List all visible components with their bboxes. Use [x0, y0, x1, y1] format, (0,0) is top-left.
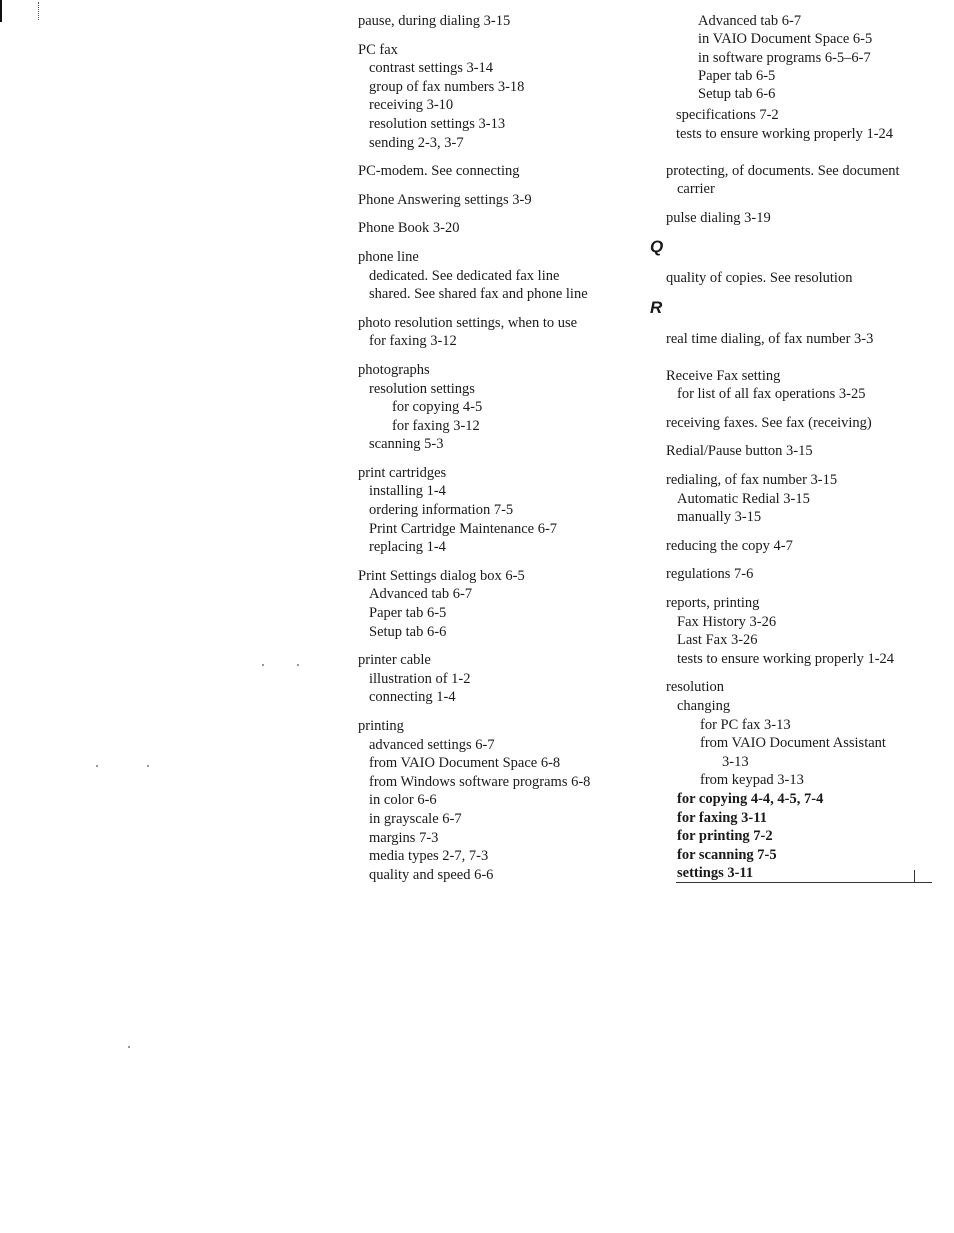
index-subentry: scanning 5-3	[369, 436, 444, 453]
index-subentry: changing	[677, 697, 731, 714]
index-subentry: sending 2-3, 3-7	[369, 134, 464, 151]
scan-artifact	[38, 2, 42, 20]
index-heading: resolution	[666, 679, 724, 696]
bottom-rule-tick	[914, 870, 915, 882]
index-subentry: Last Fax 3-26	[677, 632, 758, 649]
index-subentry: manually 3-15	[677, 509, 762, 526]
index-subentry: tests to ensure working properly 1-24	[676, 126, 894, 143]
index-entry	[358, 651, 648, 707]
continued-print-settings-lines	[666, 12, 946, 103]
index-heading: receiving faxes. See fax (receiving)	[666, 414, 872, 431]
index-subentry: replacing 1-4	[369, 539, 446, 556]
index-heading: pulse dialing 3-19	[666, 209, 771, 226]
index-entry	[358, 567, 648, 641]
index-heading: print cartridges	[358, 464, 447, 481]
bottom-rule	[676, 882, 932, 883]
index-entry	[358, 41, 648, 153]
index-subentry: in color 6-6	[369, 792, 437, 809]
index-heading: redialing, of fax number 3-15	[666, 472, 838, 489]
index-heading: protecting, of documents. See document	[666, 162, 900, 179]
scan-speck	[128, 1046, 130, 1048]
index-heading: PC fax	[358, 41, 398, 58]
index-heading: Phone Book 3-20	[358, 220, 460, 237]
index-subentry: illustration of 1-2	[369, 670, 471, 687]
index-entry	[666, 414, 946, 433]
index-entry	[358, 12, 648, 31]
index-heading: Redial/Pause button 3-15	[666, 443, 813, 460]
scan-speck	[96, 765, 98, 767]
index-entry	[358, 464, 648, 557]
index-heading: phone line	[358, 248, 419, 265]
index-entry	[666, 106, 946, 143]
index-heading: photographs	[358, 361, 430, 378]
index-heading: Receive Fax setting	[666, 367, 781, 384]
index-entry-resolution	[666, 678, 946, 883]
index-subentry: for faxing 3-12	[369, 333, 457, 350]
scan-speck	[147, 765, 149, 767]
index-entry	[358, 717, 648, 884]
index-column-left	[358, 12, 648, 894]
index-subsub: in software programs 6-5–6-7	[698, 49, 871, 66]
margin-mark	[0, 0, 2, 22]
index-entry	[358, 248, 648, 304]
index-subentry: ordering information 7-5	[369, 502, 514, 519]
index-subentry: media types 2-7, 7-3	[369, 848, 489, 865]
index-subsub: for faxing 3-12	[392, 417, 480, 434]
index-heading: photo resolution settings, when to use	[358, 314, 578, 331]
index-subentry: contrast settings 3-14	[369, 60, 494, 77]
index-heading-continuation: carrier	[677, 181, 715, 198]
index-subentry: Setup tab 6-6	[369, 623, 447, 640]
scan-speck	[297, 664, 299, 666]
index-entry	[358, 162, 648, 181]
index-subentry: dedicated. See dedicated fax line	[369, 267, 560, 284]
index-subentry: Advanced tab 6-7	[369, 586, 473, 603]
index-subentry: for printing 7-2	[677, 828, 773, 845]
index-subsub: for copying 4-5	[392, 399, 483, 416]
index-subentry: Print Cartridge Maintenance 6-7	[369, 520, 558, 537]
index-subentry: resolution settings	[369, 380, 475, 397]
index-entry	[666, 367, 946, 404]
index-subentry: for scanning 7-5	[677, 846, 777, 863]
index-subentry: from Windows software programs 6-8	[369, 773, 591, 790]
index-heading: reports, printing	[666, 594, 760, 611]
index-entry	[358, 219, 648, 238]
index-subsub: Advanced tab 6-7	[698, 13, 802, 29]
index-subentry: tests to ensure working properly 1-24	[677, 650, 895, 667]
index-entry	[666, 537, 946, 556]
index-entry	[666, 442, 946, 461]
index-subsub: Paper tab 6-5	[698, 67, 776, 84]
index-subentry: for copying 4-4, 4-5, 7-4	[677, 790, 824, 807]
index-subentry: quality and speed 6-6	[369, 866, 494, 883]
index-subentry: installing 1-4	[369, 483, 446, 500]
index-heading: PC-modem. See connecting	[358, 163, 520, 180]
index-subentry: margins 7-3	[369, 829, 439, 846]
index-subentry: advanced settings 6-7	[369, 736, 495, 753]
index-subsub: for PC fax 3-13	[700, 716, 791, 733]
index-entry	[666, 330, 946, 349]
index-heading: Phone Answering settings 3-9	[358, 191, 532, 208]
index-entry	[666, 269, 946, 288]
index-entry	[666, 471, 946, 527]
scan-speck	[262, 664, 264, 666]
index-subsub: Setup tab 6-6	[698, 86, 776, 103]
index-subsub: in VAIO Document Space 6-5	[698, 31, 873, 48]
index-entry	[666, 594, 946, 668]
index-subentry: settings 3-11	[677, 865, 754, 882]
index-heading: pause, during dialing 3-15	[358, 13, 511, 29]
index-subentry: for list of all fax operations 3-25	[677, 386, 866, 403]
index-heading: quality of copies. See resolution	[666, 270, 853, 287]
section-letter-q: Q	[650, 237, 664, 257]
index-subentry: specifications 7-2	[676, 107, 779, 124]
index-subentry: Paper tab 6-5	[369, 605, 447, 622]
index-heading: regulations 7-6	[666, 566, 754, 583]
index-heading: Print Settings dialog box 6-5	[358, 567, 525, 584]
section-letter-r: R	[650, 298, 663, 318]
index-subentry: for faxing 3-11	[677, 809, 767, 826]
index-subentry: Fax History 3-26	[677, 613, 777, 630]
index-entry	[358, 191, 648, 210]
index-subentry: group of fax numbers 3-18	[369, 78, 525, 95]
index-subsub: from keypad 3-13	[700, 772, 804, 789]
index-entry	[666, 565, 946, 584]
index-column-right	[650, 12, 946, 893]
index-entry	[666, 209, 946, 228]
index-heading: reducing the copy 4-7	[666, 537, 793, 554]
index-subentry: Automatic Redial 3-15	[677, 490, 810, 507]
index-subentry: shared. See shared fax and phone line	[369, 286, 588, 303]
index-entry	[358, 314, 648, 351]
index-subsub: from VAIO Document Assistant	[700, 735, 886, 752]
index-subentry: connecting 1-4	[369, 689, 456, 706]
index-subsub-continuation: 3-13	[722, 753, 749, 770]
index-subentry: receiving 3-10	[369, 97, 454, 114]
index-entry	[358, 361, 648, 454]
index-heading: printing	[358, 718, 404, 734]
index-subentry: from VAIO Document Space 6-8	[369, 755, 561, 772]
index-entry	[666, 162, 946, 199]
index-subentry: resolution settings 3-13	[369, 115, 506, 132]
index-subentry: in grayscale 6-7	[369, 810, 462, 827]
index-heading: printer cable	[358, 652, 431, 669]
r-entries	[666, 330, 946, 668]
index-heading: real time dialing, of fax number 3-3	[666, 331, 874, 348]
